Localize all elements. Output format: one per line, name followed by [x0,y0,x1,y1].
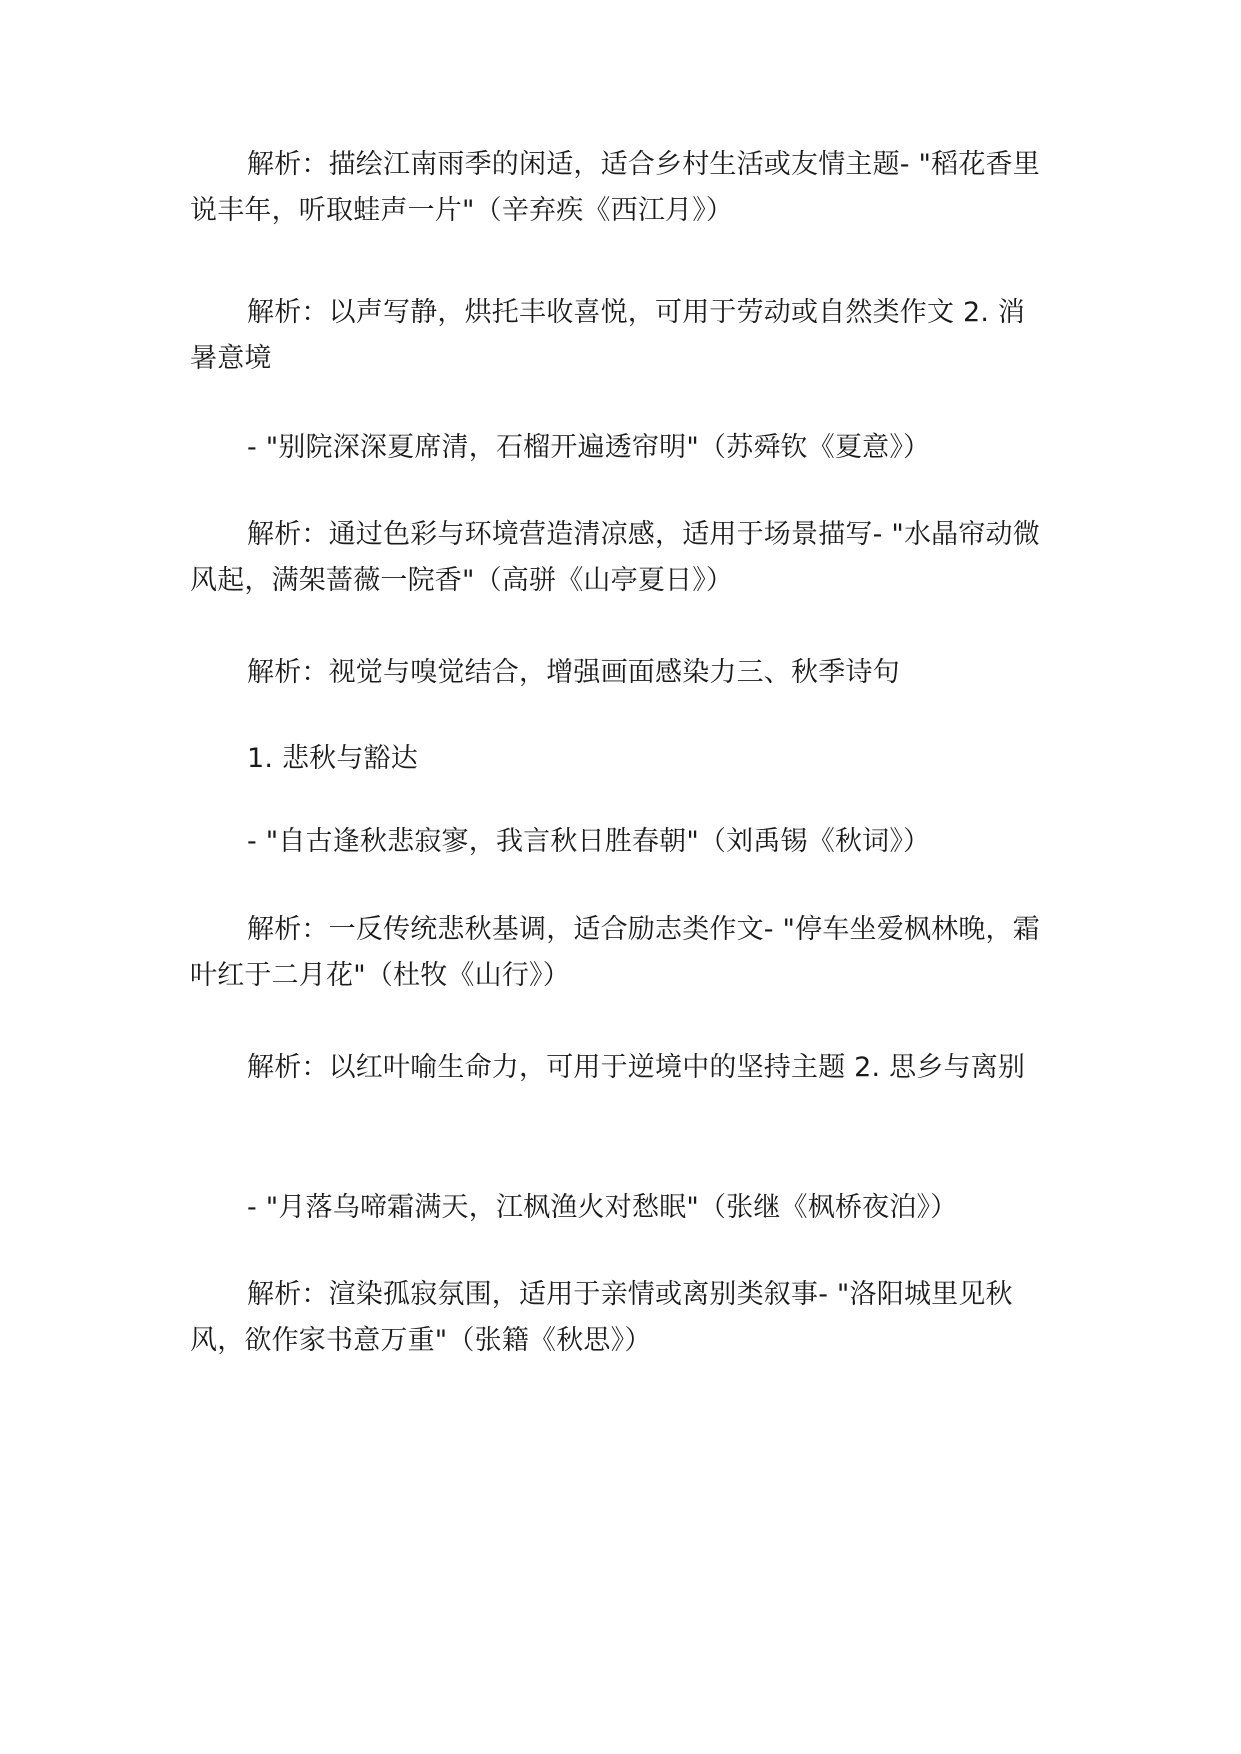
paragraph-10: - "月落乌啼霜满天，江枫渔火对愁眠"（张继《枫桥夜泊》） [247,1192,958,1223]
paragraph-5: 解析：视觉与嗅觉结合，增强画面感染力三、秋季诗句 [247,657,900,688]
paragraph-6: 1. 悲秋与豁达 [247,743,418,774]
paragraph-2: 解析：以声写静，烘托丰收喜悦，可用于劳动或自然类作文 2. 消暑意境 [190,297,1026,374]
paragraph-3: - "别院深深夏席清，石榴开遍透帘明"（苏舜钦《夏意》） [247,432,931,463]
paragraph-11: 解析：渲染孤寂氛围，适用于亲情或离别类叙事- "洛阳城里见秋风，欲作家书意万重"（张籍《秋思》） [190,1279,1013,1356]
paragraph-4: 解析：通过色彩与环境营造清凉感，适用于场景描写- "水晶帘动微风起，满架蔷薇一院香"（高骈《山亭夏日》） [190,519,1040,596]
paragraph-7: - "自古逢秋悲寂寥，我言秋日胜春朝"（刘禹锡《秋词》） [247,826,931,857]
paragraph-1: 解析：描绘江南雨季的闲适，适合乡村生活或友情主题- "稻花香里说丰年，听取蛙声一片"（辛弃疾《西江月》） [190,149,1040,226]
paragraph-9: 解析：以红叶喻生命力，可用于逆境中的坚持主题 2. 思乡与离别 [247,1052,1026,1083]
paragraph-8: 解析：一反传统悲秋基调，适合励志类作文- "停车坐爱枫林晚，霜叶红于二月花"（杜牧《山行》） [190,914,1040,991]
